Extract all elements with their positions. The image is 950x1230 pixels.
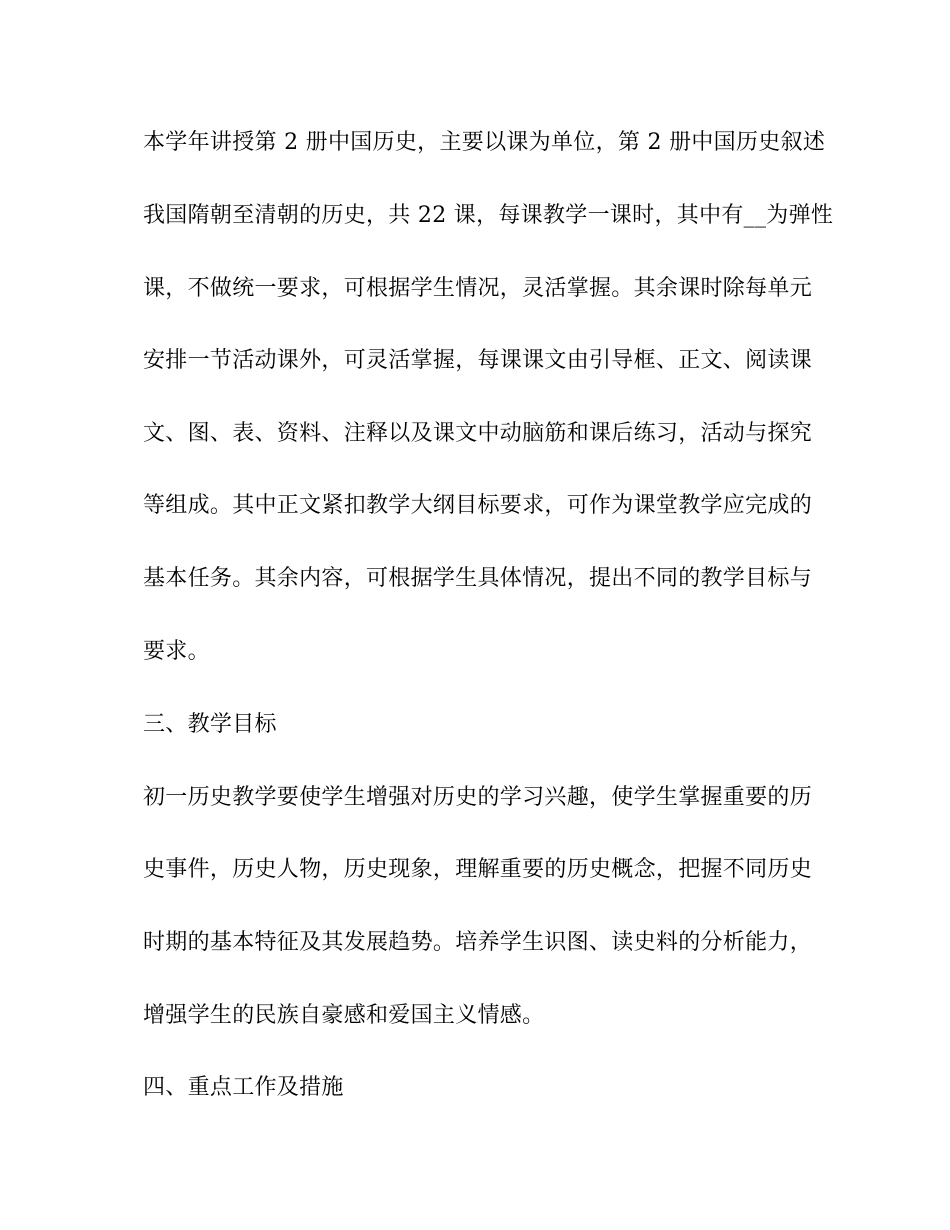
paragraph-line: 文、图、表、资料、注释以及课文中动脑筋和课后练习，活动与探究 xyxy=(143,421,813,446)
paragraph-line: 本学年讲授第 2 册中国历史，主要以课为单位，第 2 册中国历史叙述 xyxy=(143,130,826,155)
paragraph-line: 时期的基本特征及其发展趋势。培养学生识图、读史料的分析能力， xyxy=(143,930,813,955)
paragraph-line: 我国隋朝至清朝的历史，共 22 课，每课教学一课时，其中有__为弹性 xyxy=(143,203,834,228)
section-heading: 三、教学目标 xyxy=(143,712,277,737)
paragraph-line: 安排一节活动课外，可灵活掌握，每课课文由引导框、正文、阅读课 xyxy=(143,348,813,373)
paragraph-line: 要求。 xyxy=(143,639,210,664)
paragraph-line: 初一历史教学要使学生增强对历史的学习兴趣，使学生掌握重要的历 xyxy=(143,785,813,810)
paragraph-line: 等组成。其中正文紧扣教学大纲目标要求，可作为课堂教学应完成的 xyxy=(143,493,813,518)
paragraph-line: 史事件，历史人物，历史现象，理解重要的历史概念，把握不同历史 xyxy=(143,857,813,882)
section-heading: 四、重点工作及措施 xyxy=(143,1075,344,1100)
paragraph-line: 增强学生的民族自豪感和爱国主义情感。 xyxy=(143,1003,545,1028)
paragraph-line: 基本任务。其余内容，可根据学生具体情况，提出不同的教学目标与 xyxy=(143,566,813,591)
paragraph-line: 课，不做统一要求，可根据学生情况，灵活掌握。其余课时除每单元 xyxy=(143,276,813,301)
